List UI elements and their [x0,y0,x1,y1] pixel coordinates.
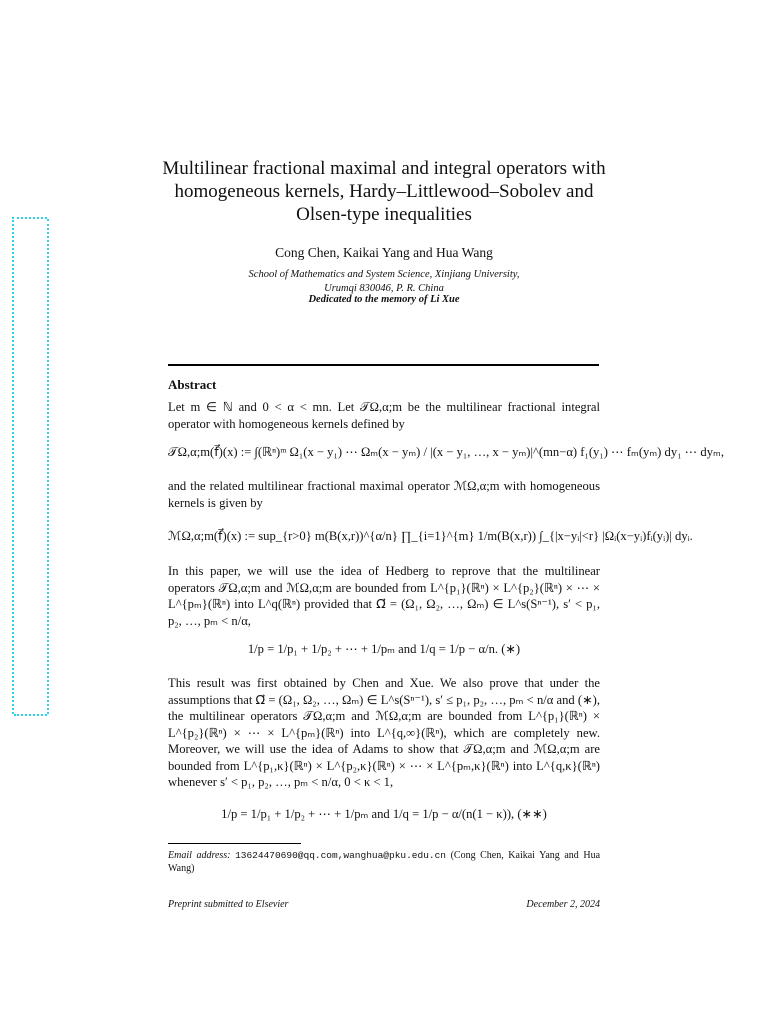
author-list: Cong Chen, Kaikai Yang and Hua Wang [275,245,493,260]
footnote-email [168,849,600,875]
equation-star: 1/p = 1/p₁ + 1/p₂ + ⋯ + 1/pₘ and 1/q = 1/p − α/n. (∗) [247,642,521,656]
footnote-rule [168,843,301,844]
dedication: Dedicated to the memory of Li Xue [308,294,460,305]
paper-title: Multilinear fractional maximal and integral operators with homogeneous kernels, Hardy–Littlewood–Sobolev and Olsen-type inequalities [162,158,606,225]
equation-double-star: 1/p = 1/p₁ + 1/p₂ + ⋯ + 1/pₘ and 1/q = 1/p − α/(n(1 − κ)), (∗∗) [221,807,547,821]
footnote-email-names: (Cong Chen, Kaikai Yang and Hua Wang) [168,850,601,874]
abstract-heading: Abstract [168,377,217,392]
abstract-paragraph-4: This result was first obtained by Chen and Xue. We also prove that under the assumptions that Ω⃗ = (Ω₁, Ω₂, …, Ωₘ) ∈ L^s(Sⁿ⁻¹), s′ ≤ p₁, p₂, …, pₘ < n/α and (∗), the multilinear operators 𝒯Ω,α;m and ℳΩ,α;m are bounded from L^{p₁}(ℝⁿ) × L^{p₂}(ℝⁿ) × ⋯ × L^{pₘ}(ℝⁿ) into L^{q,∞}(ℝⁿ), which are completely new. Moreover, we will use the idea of Adams to show that 𝒯Ω,α;m and ℳΩ,α;m are bounded from L^{p₁,κ}(ℝⁿ) × L^{p₂,κ}(ℝⁿ) × ⋯ × L^{pₘ,κ}(ℝⁿ) into L^{q,κ}(ℝⁿ) whenever s′ < p₁, p₂, …, pₘ < n/α, 0 < κ < 1, [168,676,600,789]
abstract-top-rule [168,364,599,366]
submission-date: December 2, 2024 [526,899,600,910]
affiliation-line-1: School of Mathematics and System Science, Xinjiang University, [248,269,520,280]
abstract-paragraph-1: Let m ∈ ℕ and 0 < α < mn. Let 𝒯Ω,α;m be the multilinear fractional integral operator with homogeneous kernels defined by [168,400,600,431]
footnote-email-addresses: 13624470690@qq.com,wanghua@pku.edu.cn [235,850,447,861]
footnote-email-label: Email address: [168,850,231,861]
abstract-paragraph-3: In this paper, we will use the idea of Hedberg to reprove that the multilinear operators 𝒯Ω,α;m and ℳΩ,α;m are bounded from L^{p₁}(ℝⁿ) × L^{p₂}(ℝⁿ) × ⋯ × L^{pₘ}(ℝⁿ) into L^q(ℝⁿ) provided that Ω⃗ = (Ω₁, Ω₂, …, Ωₘ) ∈ L^s(Sⁿ⁻¹), s′ < p₁, p₂, …, pₘ < n/α, [168,564,600,628]
affiliation-line-2: Urumqi 830046, P. R. China [324,282,444,294]
affiliation [0,268,768,295]
equation-integral-operator: 𝒯Ω,α;m(f⃗)(x) := ∫(ℝⁿ)ᵐ Ω₁(x − y₁) ⋯ Ωₘ(x − yₘ) / |(x − y₁, …, x − yₘ)|^(mn−α) f₁(y₁) ⋯ fₘ(yₘ) dy₁ ⋯ dyₘ, [168,445,724,459]
preprint-note: Preprint submitted to Elsevier [168,899,289,910]
abstract-paragraph-2: and the related multilinear fractional maximal operator ℳΩ,α;m with homogeneous kernels is given by [168,479,600,510]
equation-maximal-operator: ℳΩ,α;m(f⃗)(x) := sup_{r>0} m(B(x,r))^{α/n} ∏_{i=1}^{m} 1/m(B(x,r)) ∫_{|x−yᵢ|<r} |Ωᵢ(x−yᵢ)fᵢ(yᵢ)| dyᵢ. [168,529,693,543]
